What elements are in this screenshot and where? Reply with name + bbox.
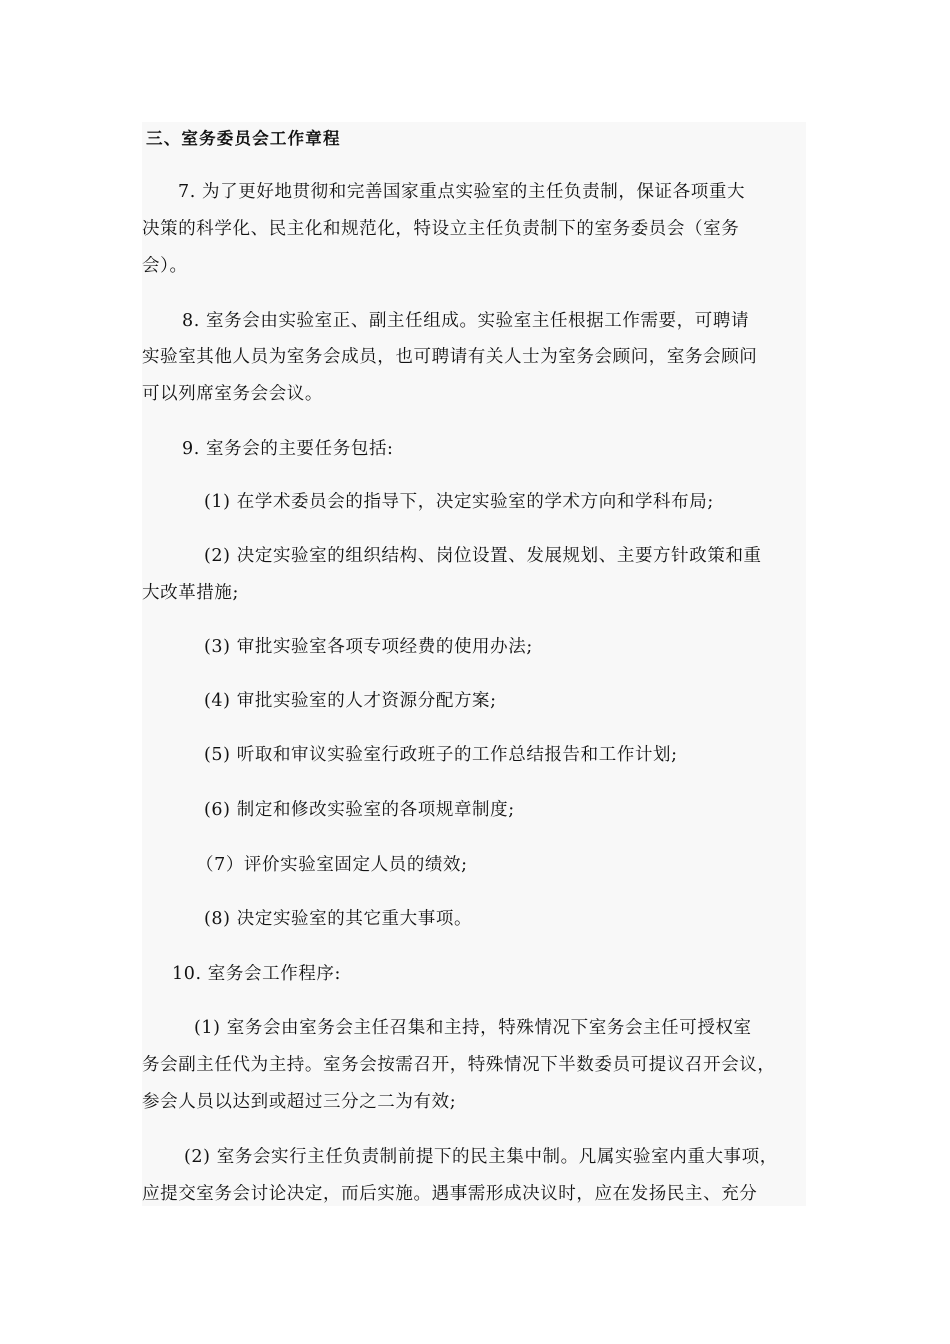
list-item-9-3: (3) 审批实验室各项专项经费的使用办法; [204,637,533,657]
list-item-9-8: (8) 决定实验室的其它重大事项。 [204,909,473,929]
list-item-9-2-continued: 大改革措施; [142,583,239,603]
paragraph-8-line-1: 8. 室务会由实验室正、副主任组成。实验室主任根据工作需要，可聘请 [182,311,750,331]
paragraph-8-line-2: 实验室其他人员为室务会成员，也可聘请有关人士为室务会顾问，室务会顾问 [142,347,758,367]
paragraph-9-intro: 9. 室务会的主要任务包括: [182,439,394,459]
paragraph-7-line-1: 7. 为了更好地贯彻和完善国家重点实验室的主任负责制，保证各项重大 [178,182,746,202]
paragraph-7-line-2: 决策的科学化、民主化和规范化，特设立主任负责制下的室务委员会（室务 [142,219,740,239]
section-heading: 三、室务委员会工作章程 [146,129,341,148]
list-item-10-1-line-1: (1) 室务会由室务会主任召集和主持，特殊情况下室务会主任可授权室 [194,1018,752,1038]
list-item-10-2-line-2: 应提交室务会讨论决定，而后实施。遇事需形成决议时，应在发扬民主、充分 [142,1184,758,1204]
paragraph-10-intro: 10. 室务会工作程序: [172,964,341,984]
list-item-9-2: (2) 决定实验室的组织结构、岗位设置、发展规划、主要方针政策和重 [204,546,762,566]
list-item-10-1-line-2: 务会副主任代为主持。室务会按需召开，特殊情况下半数委员可提议召开会议， [142,1055,776,1075]
list-item-10-2-line-1: (2) 室务会实行主任负责制前提下的民主集中制。凡属实验室内重大事项， [184,1147,778,1167]
list-item-9-5: (5) 听取和审议实验室行政班子的工作总结报告和工作计划; [204,745,678,765]
document-page [142,122,806,1206]
list-item-9-4: (4) 审批实验室的人才资源分配方案; [204,691,497,711]
paragraph-8-line-3: 可以列席室务会会议。 [142,384,323,404]
list-item-9-1: (1) 在学术委员会的指导下，决定实验室的学术方向和学科布局; [204,492,714,512]
list-item-9-6: (6) 制定和修改实验室的各项规章制度; [204,800,515,820]
paragraph-7-line-3: 会）。 [142,256,188,276]
list-item-10-1-line-3: 参会人员以达到或超过三分之二为有效; [142,1092,457,1112]
list-item-9-7: （7）评价实验室固定人员的绩效; [196,855,468,875]
